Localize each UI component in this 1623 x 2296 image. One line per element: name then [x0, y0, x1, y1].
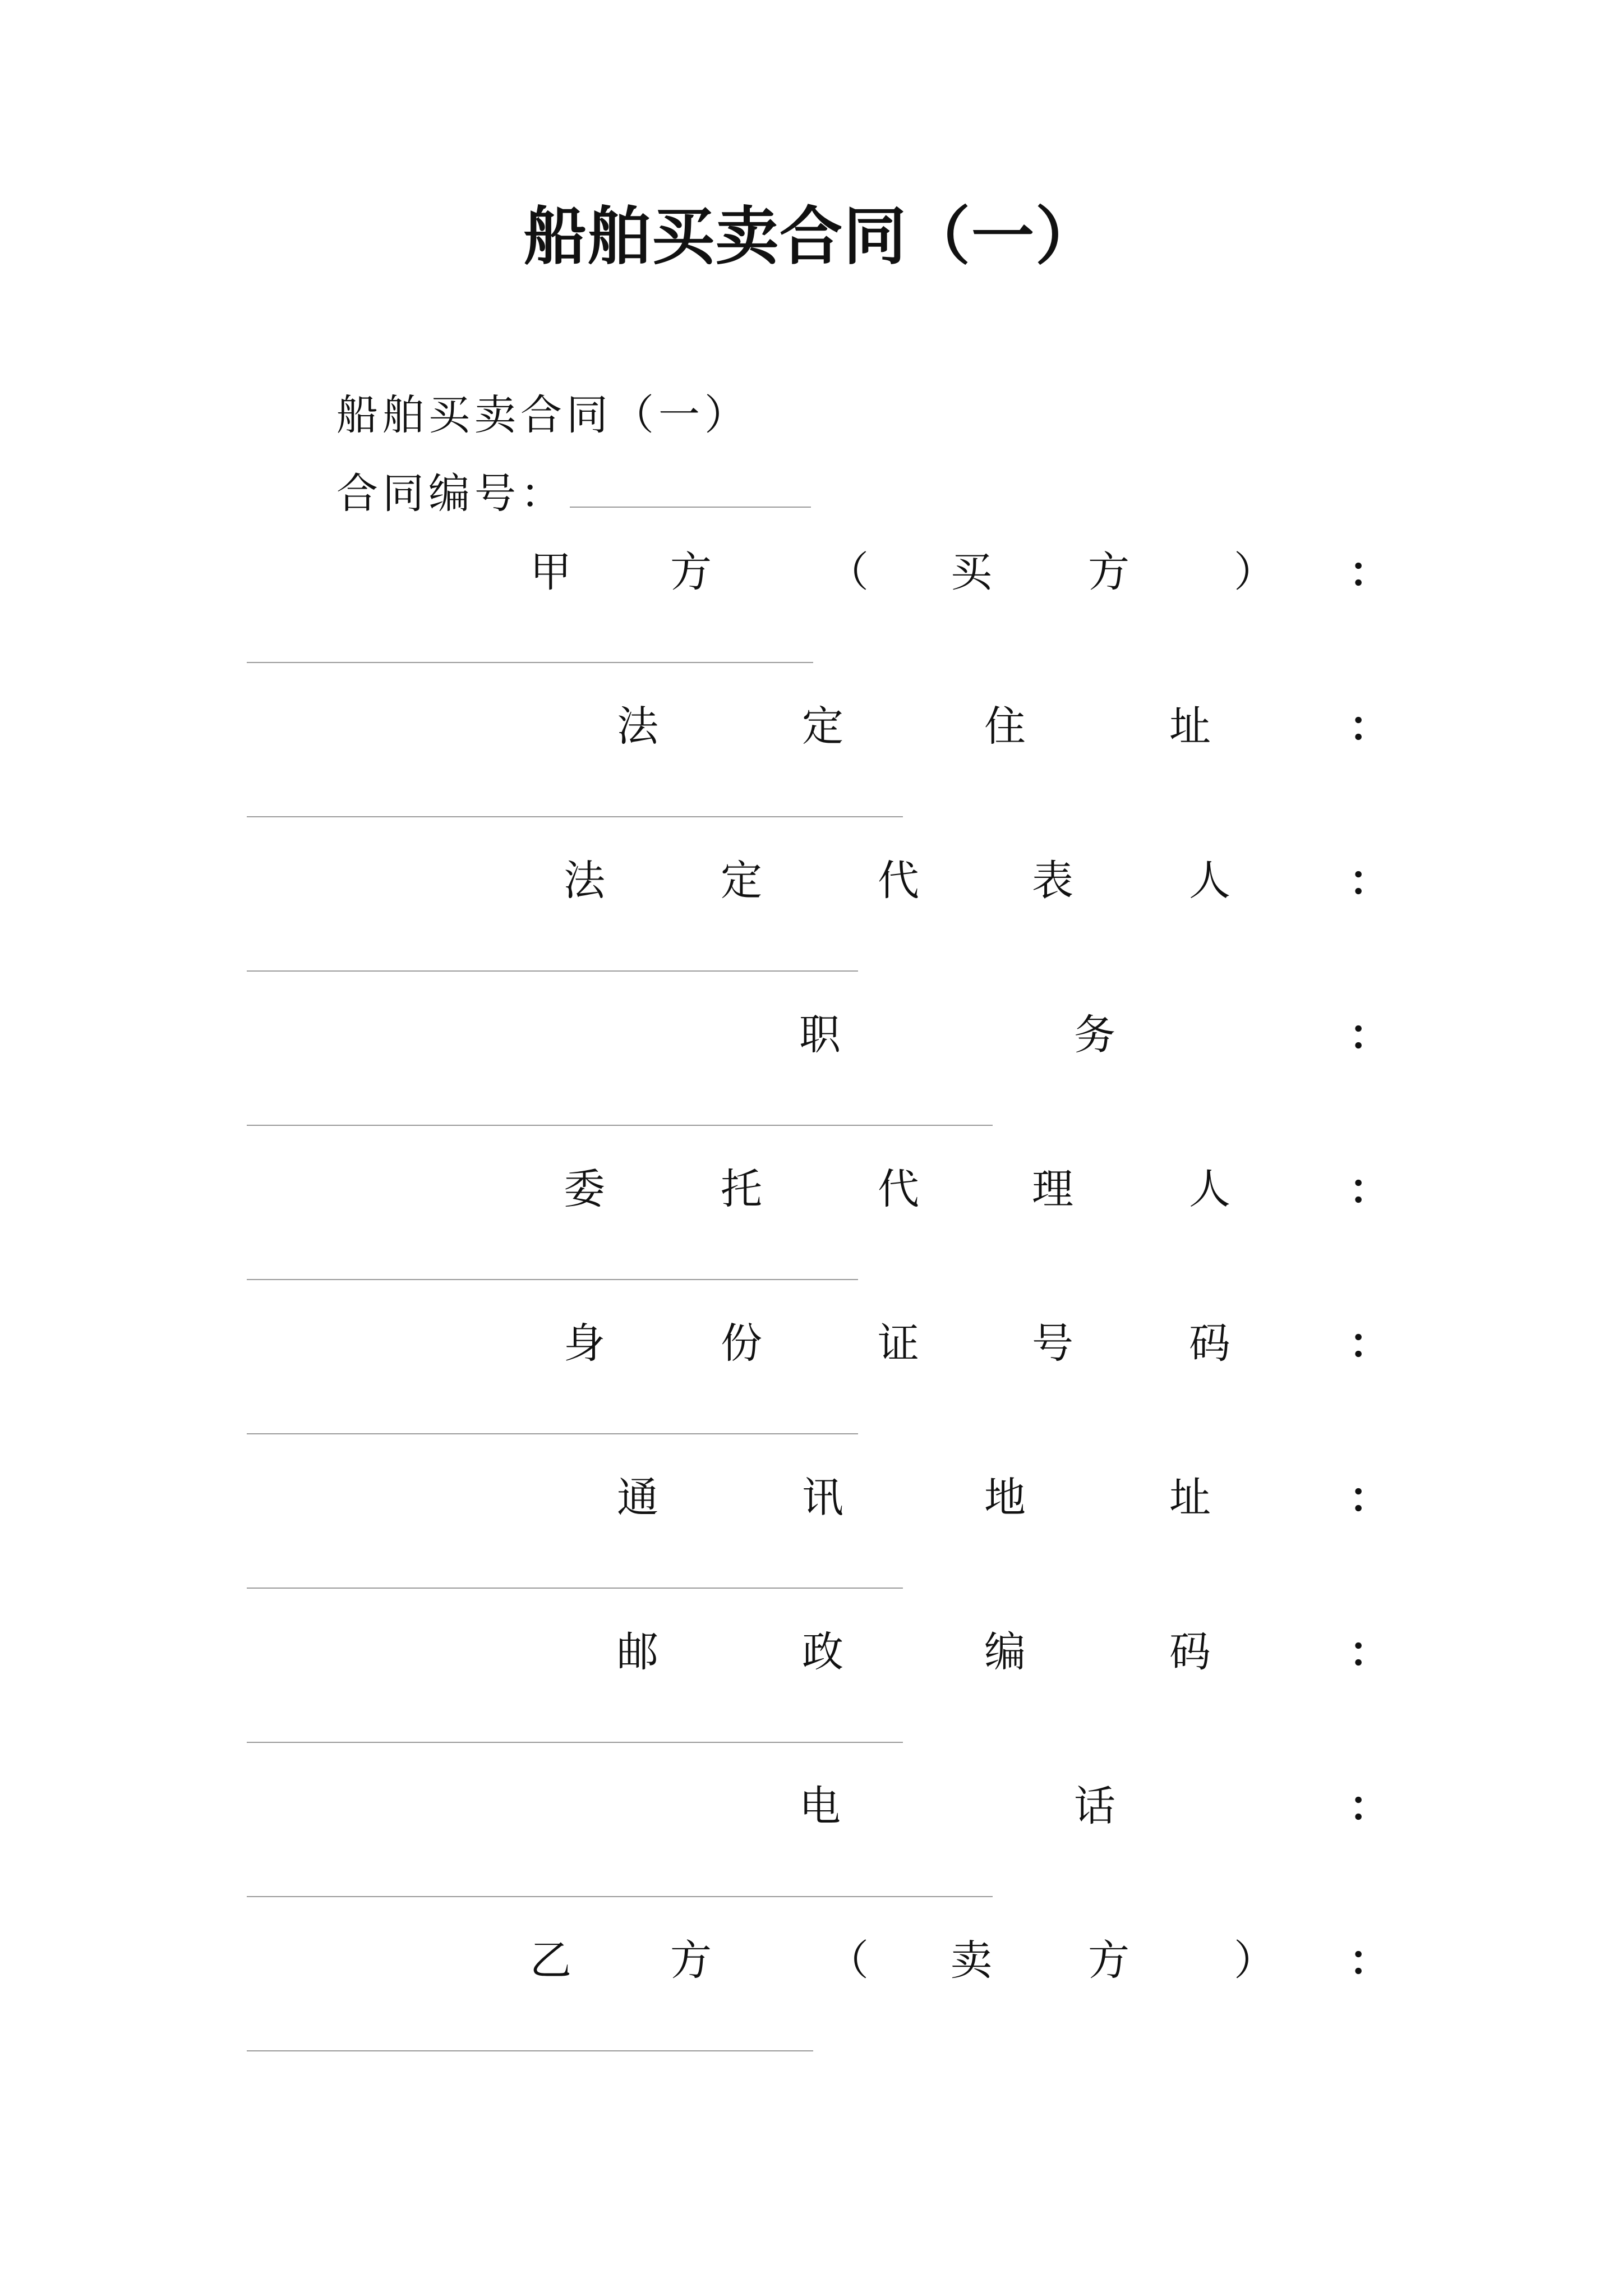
field-label-id-number [0, 1315, 1623, 1372]
field-label-phone [0, 1778, 1623, 1834]
field-colon: ： [1349, 1011, 1390, 1059]
fill-in-line-party-a [247, 662, 813, 663]
label-char: 法 [564, 857, 605, 905]
label-char: 份 [721, 1319, 762, 1368]
label-char: 址 [1169, 1474, 1211, 1522]
label-char: ） [1234, 1936, 1275, 1985]
label-char: （ [827, 1936, 869, 1985]
document-title: 船舶买卖合同（一） [524, 200, 1099, 273]
fill-in-line-id-number [247, 1433, 858, 1434]
label-char: 方 [1088, 1936, 1129, 1985]
field-colon: ： [1349, 702, 1390, 751]
label-char: 方 [670, 548, 712, 596]
document-subtitle: 船舶买卖合同（一） [336, 391, 750, 439]
label-char: 身 [564, 1319, 605, 1368]
label-char: 代 [878, 857, 919, 905]
label-char: （ [827, 548, 869, 596]
label-char: 卖 [951, 1936, 992, 1985]
label-char: 地 [984, 1474, 1026, 1522]
field-colon: ： [1349, 548, 1390, 596]
fill-in-line-legal-representative [247, 970, 858, 972]
label-char: 定 [802, 702, 843, 751]
label-char: 话 [1074, 1782, 1115, 1830]
label-char: 乙 [530, 1936, 571, 1985]
label-char: 人 [1189, 857, 1230, 905]
label-char: 买 [951, 548, 992, 596]
field-colon: ： [1349, 1628, 1390, 1676]
contract-number-blank [570, 467, 811, 508]
field-colon: ： [1349, 1782, 1390, 1830]
label-char: 邮 [617, 1628, 658, 1676]
fill-in-line-position [247, 1125, 993, 1126]
label-char: 通 [617, 1474, 658, 1522]
fill-in-line-legal-address [247, 816, 903, 817]
label-char: 码 [1169, 1628, 1211, 1676]
field-label-party-b [0, 1932, 1623, 1989]
label-char: 码 [1189, 1319, 1230, 1368]
fill-in-line-mailing-address [247, 1588, 903, 1589]
field-label-legal-representative [0, 853, 1623, 909]
fill-in-line-party-b [247, 2050, 813, 2051]
fill-in-line-postal-code [247, 1742, 903, 1743]
label-char: 人 [1189, 1165, 1230, 1213]
label-char: 托 [721, 1165, 762, 1213]
label-char: 务 [1074, 1011, 1115, 1059]
label-char: 电 [799, 1782, 841, 1830]
field-colon: ： [1349, 1165, 1390, 1213]
label-char: 址 [1169, 702, 1211, 751]
contract-number-line [336, 466, 811, 522]
label-char: 甲 [530, 548, 571, 596]
field-colon: ： [1349, 1474, 1390, 1522]
field-label-position [0, 1007, 1623, 1063]
field-colon: ： [1349, 1936, 1390, 1985]
label-char: 理 [1032, 1165, 1073, 1213]
label-char: ） [1234, 548, 1275, 596]
field-label-authorized-agent [0, 1161, 1623, 1217]
label-char: 编 [984, 1628, 1026, 1676]
field-label-mailing-address [0, 1470, 1623, 1526]
label-char: 表 [1032, 857, 1073, 905]
fill-in-line-authorized-agent [247, 1279, 858, 1280]
field-label-legal-address [0, 698, 1623, 754]
label-char: 方 [670, 1936, 712, 1985]
label-char: 讯 [802, 1474, 843, 1522]
field-colon: ： [1349, 857, 1390, 905]
field-label-party-a [0, 544, 1623, 600]
label-char: 方 [1088, 548, 1129, 596]
label-char: 定 [721, 857, 762, 905]
label-char: 法 [617, 702, 658, 751]
field-colon: ： [1349, 1319, 1390, 1368]
label-char: 政 [802, 1628, 843, 1676]
label-char: 委 [564, 1165, 605, 1213]
fill-in-line-phone [247, 1896, 993, 1897]
label-char: 代 [878, 1165, 919, 1213]
label-char: 证 [878, 1319, 919, 1368]
label-char: 号 [1032, 1319, 1073, 1368]
label-char: 职 [799, 1011, 841, 1059]
label-char: 住 [984, 702, 1026, 751]
field-label-postal-code [0, 1624, 1623, 1680]
contract-number-label: 合同编号： [336, 470, 566, 518]
